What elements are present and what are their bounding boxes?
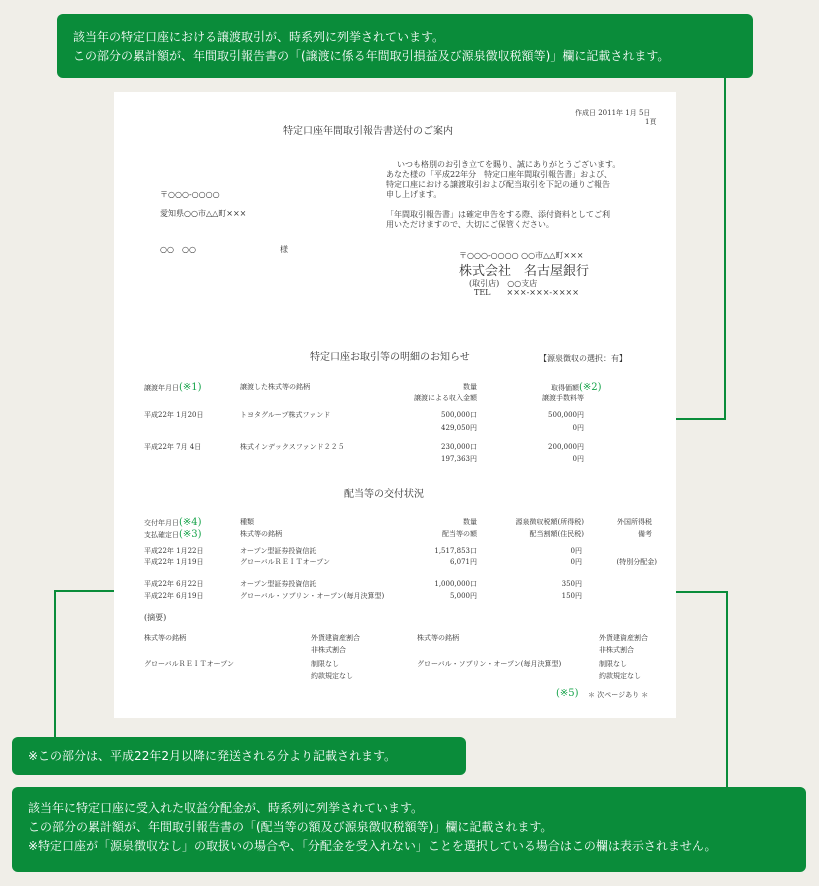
s1-row1-date: 平成22年 1月20日 (144, 411, 204, 419)
s2-header-date1: 交付年月日(※4) (144, 517, 202, 528)
recipient-name: ○○ ○○ (160, 245, 196, 254)
s2-row2-type: オープン型証券投資信託 (240, 580, 317, 588)
summary-header-ratio-b2: 非株式割合 (599, 646, 634, 654)
summary-header-name-a: 株式等の銘柄 (144, 634, 186, 642)
greeting-line4: 申し上げます。 (386, 190, 442, 199)
connector-middle-vertical (54, 591, 56, 738)
s1-row1-name: トヨタグループ株式ファンド (240, 411, 331, 419)
callout-transfer-line1: 該当年の特定口座における譲渡取引が、時系列に列挙されています。 (73, 30, 445, 44)
s2-row2-date2: 平成22年 6月19日 (144, 592, 204, 600)
summary-val-a1: 制限なし (311, 660, 339, 668)
connector-middle-horizontal (54, 590, 118, 592)
callout-dividends-line2: この部分の累計額が、年間取引報告書の「(配当等の額及び源泉徴収税額等)」欄に記載されます。 (28, 820, 553, 834)
callout-transfer (57, 14, 753, 78)
s2-header-qty: 数量 (463, 518, 477, 526)
summary-val-b1: 制限なし (599, 660, 627, 668)
s2-header-remarks: 備考 (638, 530, 652, 538)
greeting-line2: あなた様の「平成22年分 特定口座年間取引報告書」および、 (386, 170, 612, 179)
s2-row2-date1: 平成22年 6月22日 (144, 580, 204, 588)
s2-header-type: 種類 (240, 518, 254, 526)
s2-row1-tax2: 0円 (570, 558, 582, 566)
summary-header-ratio-a2: 非株式割合 (311, 646, 346, 654)
section-dividends-title: 配当等の交付状況 (344, 489, 424, 500)
s1-header-qty: 数量 (463, 383, 477, 391)
section-transactions-title: 特定口座お取引等の明細のお知らせ (310, 352, 470, 363)
s2-header-foreign: 外国所得税 (617, 518, 652, 526)
summary-header-name-b: 株式等の銘柄 (417, 634, 459, 642)
s2-header-date2: 支払確定日(※3) (144, 529, 202, 540)
summary-header-ratio-b1: 外貨建資産割合 (599, 634, 648, 642)
s2-row2-name: グローバル・ソブリン・オープン(毎月決算型) (240, 592, 385, 600)
s2-row1-date1: 平成22年 1月22日 (144, 547, 204, 555)
s1-row2-fee: 0円 (572, 455, 584, 463)
s1-row1-proceeds: 429,050円 (441, 424, 477, 432)
callout-dividends-line1: 該当年に特定口座に受入れた収益分配金が、時系列に列挙されています。 (28, 801, 424, 815)
s2-row1-tax1: 0円 (570, 547, 582, 555)
s2-header-name: 株式等の銘柄 (240, 530, 282, 538)
callout-issue-note-text: ※この部分は、平成22年2月以降に発送される分より記載されます。 (28, 749, 397, 763)
s1-row2-name: 株式インデックスファンド２２５ (240, 443, 345, 451)
bank-name: 株式会社 名古屋銀行 (459, 264, 590, 279)
callout-dividends (12, 787, 806, 872)
summary-name-b: グローバル・ソブリン・オープン(毎月決算型) (417, 660, 562, 668)
greeting-line3: 特定口座における譲渡取引および配当取引を下記の通りご報告 (386, 180, 610, 189)
summary-val-a2: 約款規定なし (311, 672, 353, 680)
report-document (114, 92, 676, 718)
doc-title: 特定口座年間取引報告書送付のご案内 (283, 126, 453, 137)
footer-note: (※5) (556, 688, 579, 699)
s1-header-date-note: (※1) (179, 382, 202, 393)
callout-dividends-line3: ※特定口座が「源泉徴収なし」の取扱いの場合や、「分配金を受入れない」ことを選択している場合はこの欄は表示されません。 (28, 839, 717, 853)
s1-header-proceeds: 譲渡による収入金額 (414, 394, 477, 402)
s2-row1-remarks: (特別分配金) (616, 558, 657, 566)
summary-name-a: グローバルＲＥＩＴオープン (144, 660, 235, 668)
doc-date: 作成日 2011年 1月 5日 (575, 109, 651, 117)
note-line2: 用いただけますので、大切にご保管ください。 (386, 220, 554, 229)
callout-transfer-line2: この部分の累計額が、年間取引報告書の「(譲渡に係る年間取引損益及び源泉徴収税額等)」欄に記載されます。 (73, 49, 670, 63)
s2-row2-tax2: 150円 (561, 592, 582, 600)
withholding-selection: 【源泉徴収の選択：有】 (539, 354, 627, 363)
bank-tel: TEL ×××-×××-×××× (474, 288, 579, 297)
s2-header-date1-note: (※4) (179, 517, 202, 528)
bank-branch: (取引店) ○○支店 (469, 279, 538, 288)
doc-page: 1頁 (645, 118, 657, 126)
s1-row1-cost: 500,000円 (548, 411, 584, 419)
s1-header-cost: 取得価額(※2) (551, 382, 602, 393)
s2-row1-type: オープン型証券投資信託 (240, 547, 317, 555)
connector-bottom-vertical (726, 591, 728, 788)
s2-header-amount: 配当等の額 (442, 530, 477, 538)
summary-title: (摘要) (144, 613, 167, 622)
greeting-line1: いつも格別のお引き立てを賜り、誠にありがとうございます。 (397, 160, 621, 169)
s1-header-cost-note: (※2) (579, 382, 602, 393)
s2-header-tax2: 配当割額(住民税) (529, 530, 584, 538)
s1-header-name: 譲渡した株式等の銘柄 (240, 383, 310, 391)
note-line1: 「年間取引報告書」は確定申告をする際、添付資料としてご利 (386, 210, 610, 219)
s2-row2-amount: 5,000円 (449, 592, 477, 600)
s1-row2-cost: 200,000円 (548, 443, 584, 451)
s1-row1-fee: 0円 (572, 424, 584, 432)
callout-issue-note (12, 737, 466, 775)
s2-header-tax1: 源泉徴収税額(所得税) (515, 518, 584, 526)
s2-row1-date2: 平成22年 1月19日 (144, 558, 204, 566)
s1-row2-proceeds: 197,363円 (441, 455, 477, 463)
s1-row2-qty: 230,000口 (441, 443, 477, 451)
s2-row2-tax1: 350円 (561, 580, 582, 588)
recipient-address: 愛知県○○市△△町××× (160, 209, 247, 218)
s2-row1-amount: 6,071円 (449, 558, 477, 566)
s2-row1-name: グローバルＲＥＩＴオープン (240, 558, 331, 566)
bank-address: 〒○○○-○○○○ ○○市△△町××× (459, 251, 584, 260)
recipient-honorific: 様 (280, 245, 288, 254)
s1-row1-qty: 500,000口 (441, 411, 477, 419)
s1-header-fee: 譲渡手数料等 (542, 394, 584, 402)
connector-top-vertical (724, 78, 726, 419)
s2-row1-qty: 1,517,853口 (434, 547, 477, 555)
summary-header-ratio-a1: 外貨建資産割合 (311, 634, 360, 642)
summary-val-b2: 約款規定なし (599, 672, 641, 680)
s1-row2-date: 平成22年 7月 4日 (144, 443, 202, 451)
s2-header-date2-note: (※3) (179, 529, 202, 540)
s1-header-date: 譲渡年月日(※1) (144, 382, 202, 393)
recipient-postal: 〒○○○-○○○○ (160, 190, 220, 199)
s2-row2-qty: 1,000,000口 (434, 580, 477, 588)
footer-next-page: ＊ 次ページあり ＊ (588, 691, 649, 699)
